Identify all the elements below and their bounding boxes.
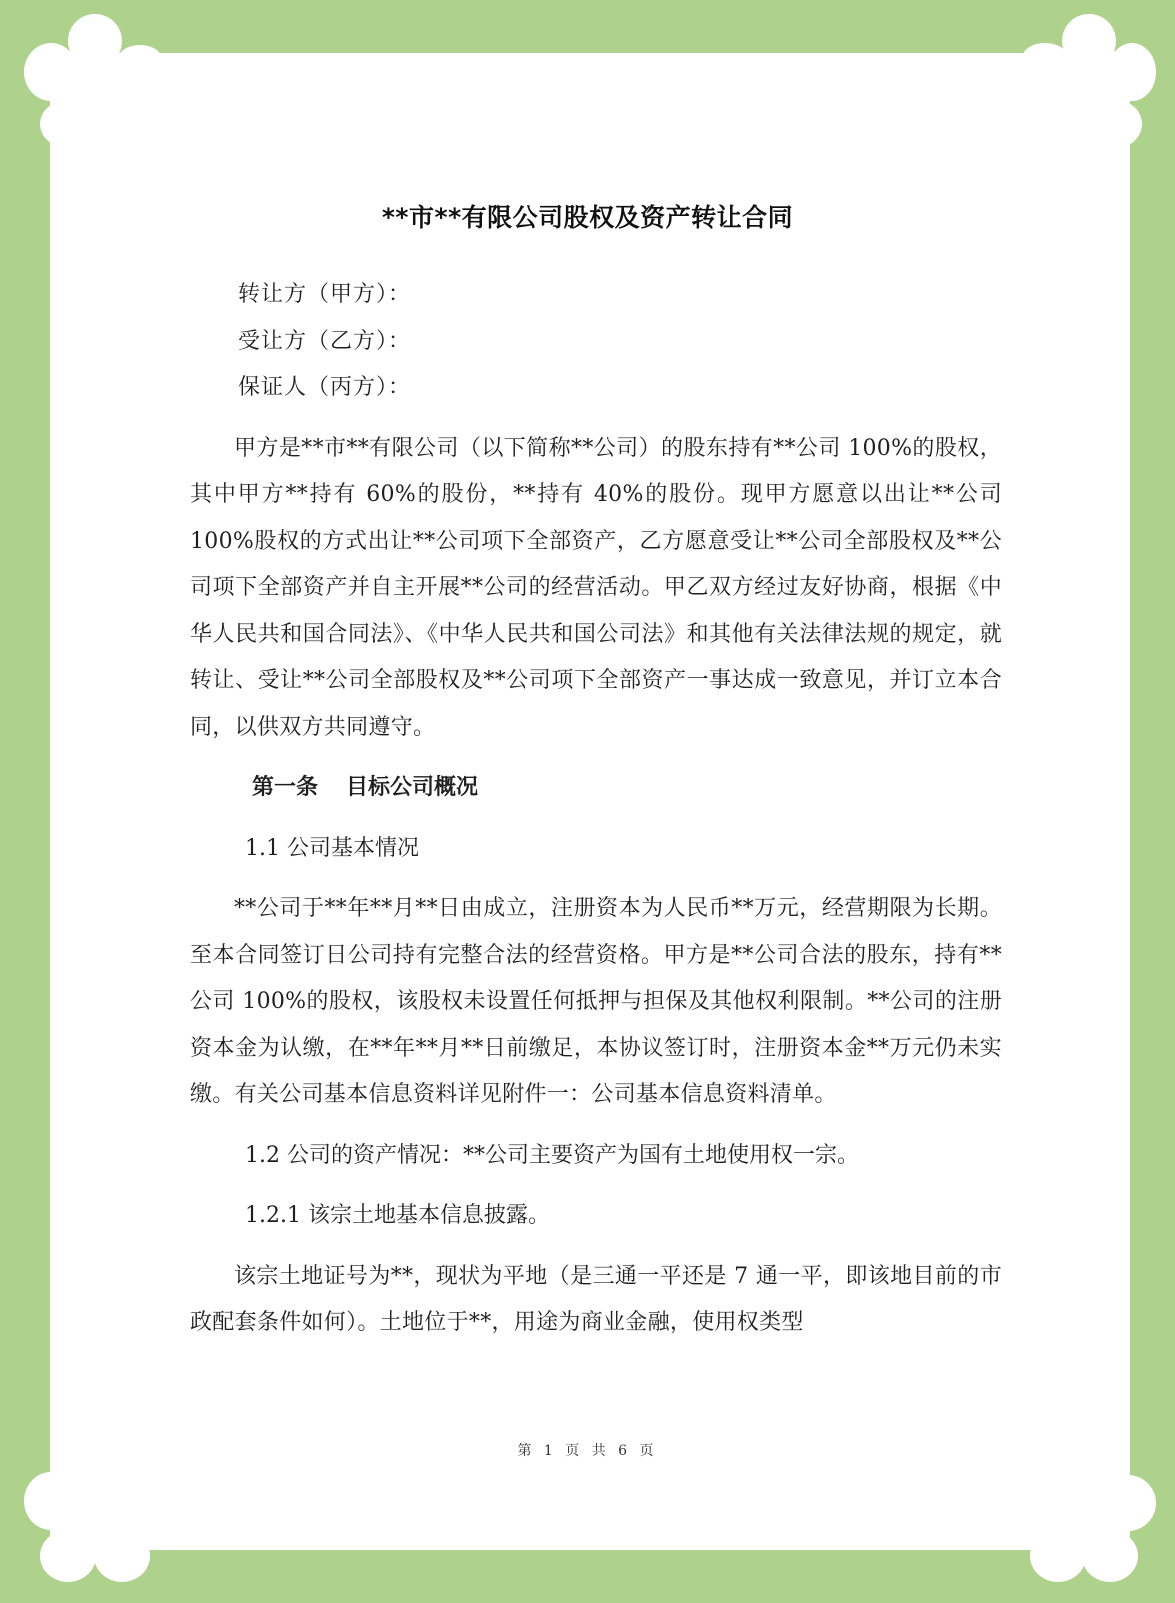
section-1-2-1-heading: 1.2.1 该宗土地基本信息披露。 <box>245 1203 550 1228</box>
page-number-footer: 第 1 页 共 6 页 <box>517 1443 658 1459</box>
petal-icon <box>24 1472 78 1530</box>
petal-icon <box>94 1530 150 1582</box>
party-transferor: 转让方（甲方）： <box>238 282 412 307</box>
petal-icon <box>118 45 162 73</box>
article-title: 目标公司概况 <box>346 775 479 800</box>
article-number: 第一条 <box>252 775 319 800</box>
section-1-1-body: **公司于**年**月**日由成立，注册资本为人民币**万元，经营期限为长期。至本合同签订日公司持有完整合法的经营资格。甲方是**公司合法的股东，持有**公司 100%的股权，该股权未设置任何抵押与担保及其他权利限制。**公司的注册资本金为认缴，在**年**月**日前缴足，本协议签订时，注册资本金**万元仍未实缴。有关公司基本信息资料详见附件一：公司基本信息资料清单。 <box>190 896 1002 1107</box>
document-body <box>190 272 1002 1347</box>
section-1-2-heading: 1.2 公司的资产情况：**公司主要资产为国有土地使用权一宗。 <box>245 1142 859 1168</box>
document-title: **市**有限公司股权及资产转让合同 <box>381 203 794 232</box>
party-guarantor: 保证人（丙方）： <box>238 375 412 400</box>
petal-icon <box>40 1530 96 1582</box>
petal-icon <box>1030 1530 1086 1582</box>
section-1-2-1-body: 该宗土地证号为**，现状为平地（是三通一平还是 7 通一平，即该地目前的市政配套条件如何）。土地位于**，用途为商业金融，使用权类型 <box>190 1263 1002 1335</box>
petal-icon <box>1100 1475 1156 1531</box>
petal-icon <box>1082 1530 1138 1582</box>
petal-icon <box>55 45 125 115</box>
party-transferee: 受让方（乙方）： <box>238 328 412 354</box>
article-1-heading <box>190 765 1002 812</box>
section-1-1-heading: 1.1 公司基本情况 <box>245 835 419 861</box>
preamble-paragraph: 甲方是**市**有限公司（以下简称**公司）的股东持有**公司 100%的股权，其中甲方**持有 60%的股份，**持有 40%的股份。现甲方愿意以出让**公司 100%股权的方式出让**公司项下全部资产，乙方愿意受让**公司全部股权及**公司项下全部资产并自主开展**公司的经营活动。甲乙双方经过友好协商，根据《中华人民共和国合同法》、《中华人民共和国公司法》和其他有关法律法规的规定，就转让、受让**公司全部股权及**公司项下全部资产一事达成一致意见，并订立本合同，以供双方共同遵守。 <box>190 435 1002 740</box>
petal-icon <box>1060 45 1130 115</box>
